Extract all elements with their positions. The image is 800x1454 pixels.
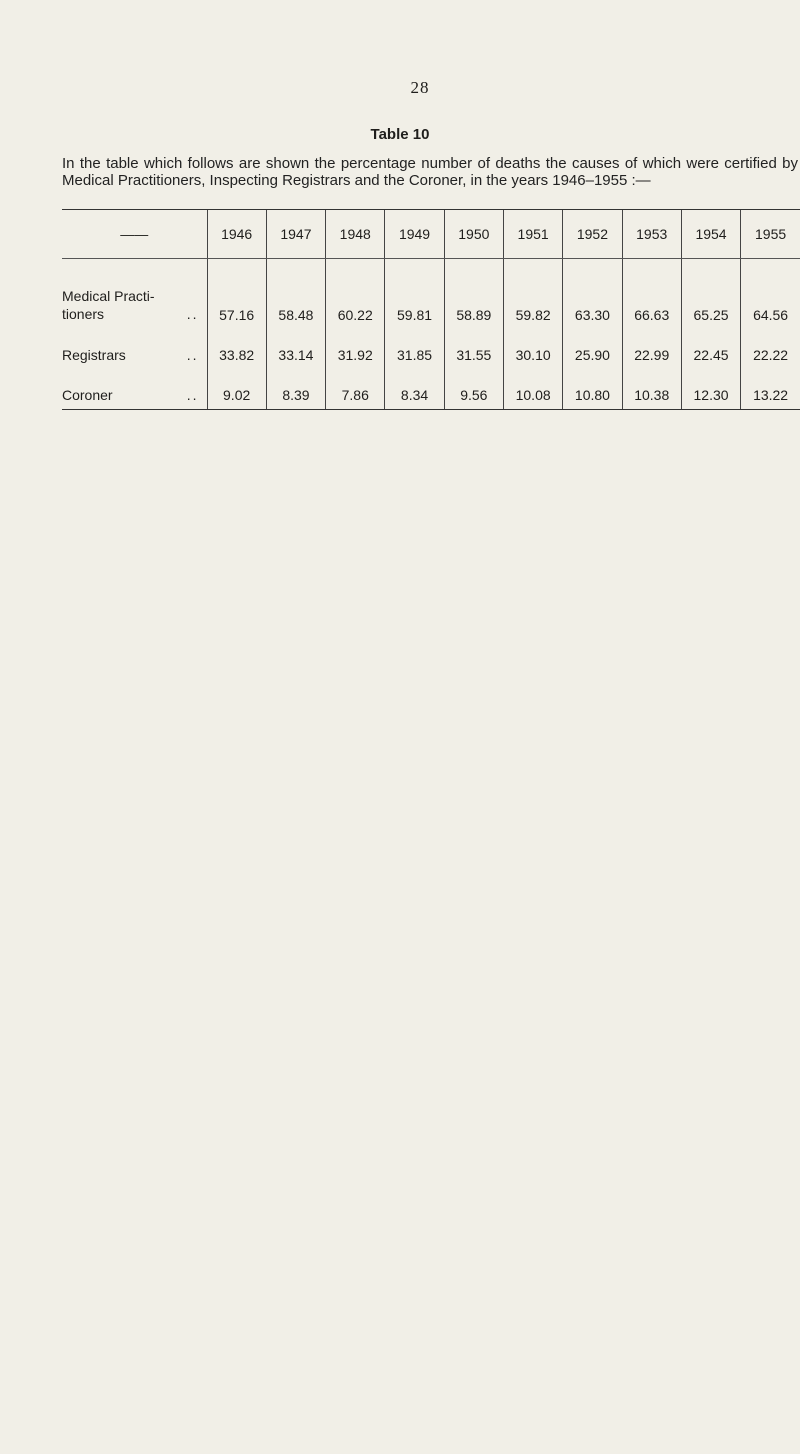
table-cell: 64.56 [741,259,800,326]
table-row-coroner [62,365,800,410]
table-cell: 25.90 [563,325,622,365]
page-number: 28 [410,78,430,97]
table-cell: 10.08 [503,365,562,410]
table-cell: 10.38 [622,365,681,410]
year-header: 1951 [503,210,562,259]
year-header: 1950 [444,210,503,259]
leader-dots: .. [186,306,199,322]
table-cell: 33.82 [207,325,266,365]
table-cell: 66.63 [622,259,681,326]
death-certification-table [62,209,800,410]
year-header: 1952 [563,210,622,259]
table-cell: 8.34 [385,365,444,410]
table-cell: 31.92 [326,325,385,365]
table-cell: 57.16 [207,259,266,326]
table-title: Table 10 [370,126,430,143]
row-label-line-2 [62,305,207,323]
table-row-registrars [62,325,800,365]
table-cell: 30.10 [503,325,562,365]
year-header: 1949 [385,210,444,259]
row-label-line-1: Medical Practi- [62,288,155,304]
table-cell: 59.82 [503,259,562,326]
table-cell: 59.81 [385,259,444,326]
row-label-text: Coroner [62,387,113,403]
table-cell: 31.55 [444,325,503,365]
table-row-medical-practitioners [62,259,800,326]
year-header: 1948 [326,210,385,259]
table-cell: 31.85 [385,325,444,365]
header-label: —— [62,210,207,259]
table-cell: 10.80 [563,365,622,410]
table-cell: 8.39 [266,365,325,410]
year-header: 1953 [622,210,681,259]
table-cell: 63.30 [563,259,622,326]
row-label-text: Registrars [62,347,126,363]
table-cell: 9.02 [207,365,266,410]
year-header: 1947 [266,210,325,259]
row-label [62,259,207,326]
table-cell: 13.22 [741,365,800,410]
row-label [62,365,207,410]
table-cell: 58.89 [444,259,503,326]
row-label-text: tioners [62,306,105,322]
table-cell: 22.99 [622,325,681,365]
table-cell: 12.30 [681,365,740,410]
year-header: 1955 [741,210,800,259]
table-cell: 22.45 [681,325,740,365]
table-cell: 9.56 [444,365,503,410]
row-label [62,325,207,365]
intro-paragraph: In the table which follows are shown the percentage number of deaths the causes of which were certified by Medical Practitioners, Inspecting Registrars and the Coroner, in the years 1946–1955 :— [62,155,798,189]
table-cell: 33.14 [266,325,325,365]
table-cell: 7.86 [326,365,385,410]
leader-dots: .. [186,347,199,363]
table-cell: 58.48 [266,259,325,326]
year-header: 1954 [681,210,740,259]
header-row [62,210,800,259]
leader-dots: .. [186,387,199,403]
table-cell: 22.22 [741,325,800,365]
table-cell: 65.25 [681,259,740,326]
table-cell: 60.22 [326,259,385,326]
year-header: 1946 [207,210,266,259]
